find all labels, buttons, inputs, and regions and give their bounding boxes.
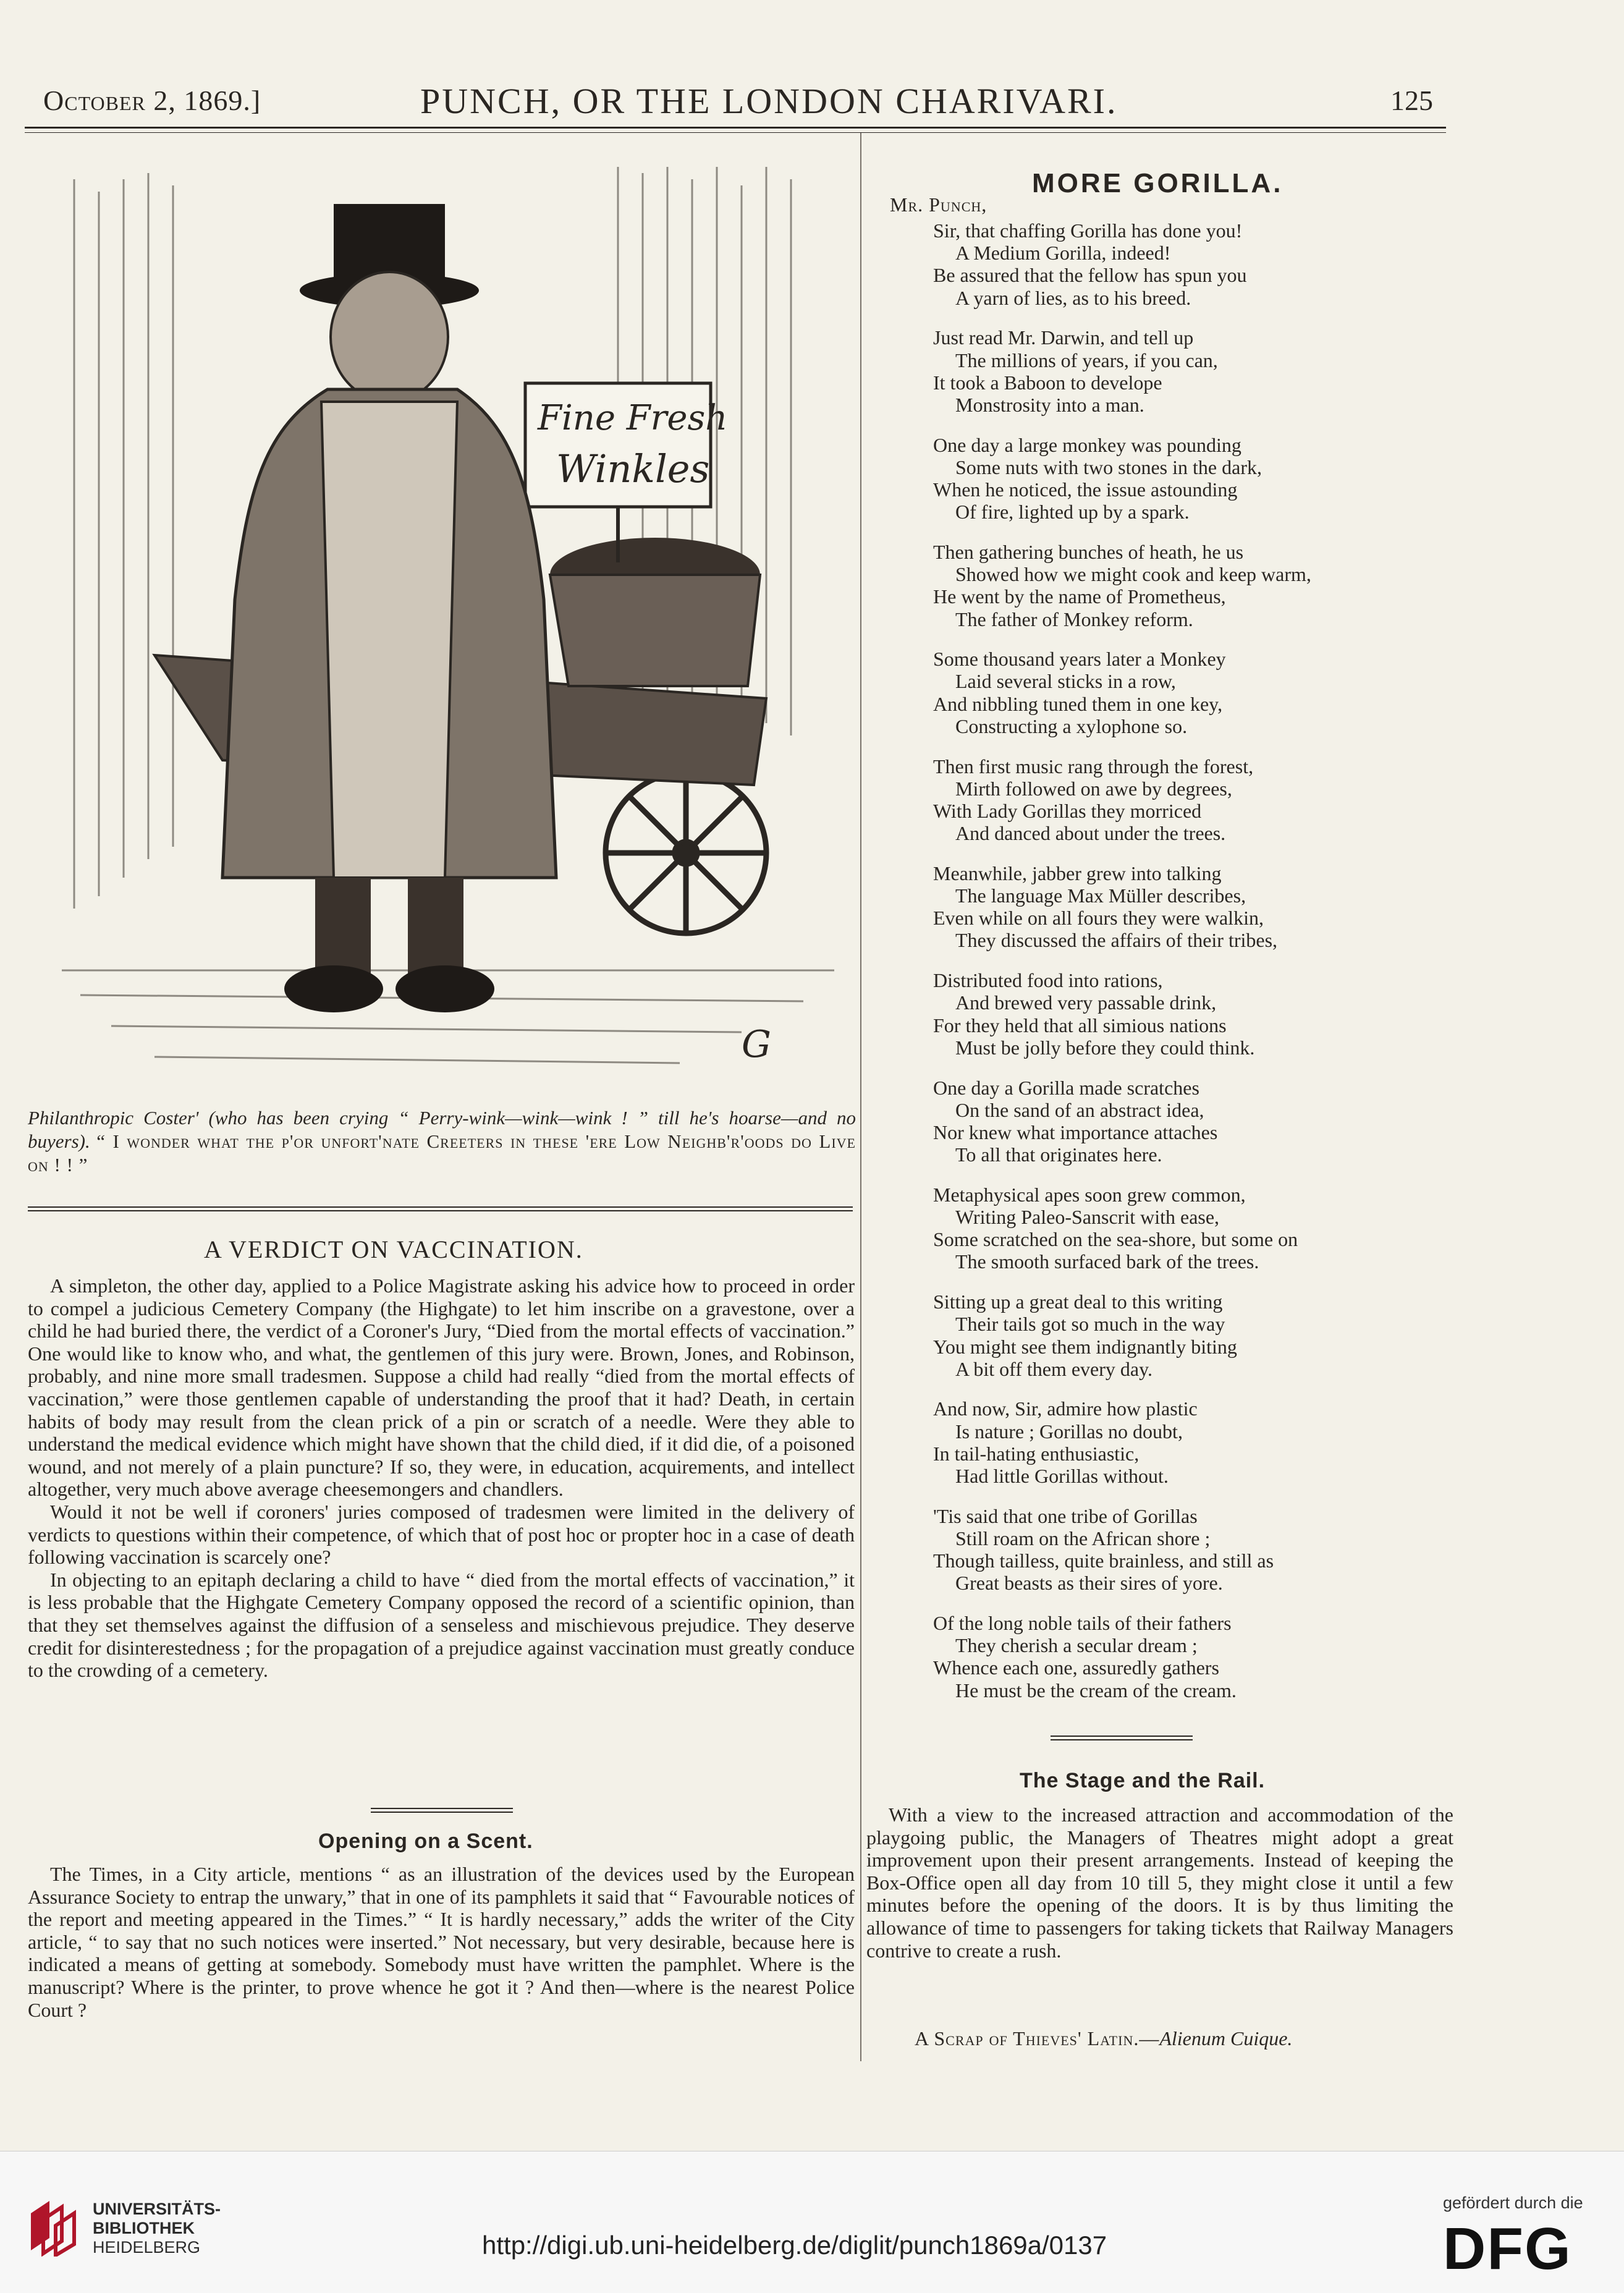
poem-line: Monstrosity into a man. bbox=[955, 393, 1144, 416]
artist-monogram: G bbox=[742, 1023, 771, 1066]
poem-line: And brewed very passable drink, bbox=[955, 991, 1217, 1014]
verdict-paragraph: A simpleton, the other day, applied to a Police Magistrate asking his advice how to proceed in order to compel a judicious Cemetery Company (the Highgate) to let him inscribe on a gravestone, over a child he had buried there, the verdict of a Coroner's Jury, “Died from the mortal effects of vaccination.” One would like to know who, and what, the gentlemen of this jury were. Brown, Jones, and Robinson, probably, and nine more small tradesmen. Suppose a child had really “died from the mortal effects of vaccination,” were those gentlemen capable of understanding the proof that it had? Death, in certain habits of body may result from the clean prick of a pin or scratch of a needle. Were they able to understand the medical evidence which might have shown that the child died, if it did die, of a poisoned wound, and not merely of a plain puncture? If so, they were, in education, acquirements, and intellect altogether, very much above average cheesemongers and chandlers. bbox=[28, 1274, 855, 1501]
poem-line: Even while on all fours they were walkin, bbox=[933, 907, 1264, 930]
poem-stanza bbox=[933, 434, 1440, 523]
poem-line: Nor knew what importance attaches bbox=[933, 1121, 1218, 1143]
section-rule bbox=[1051, 1736, 1193, 1737]
poem-line: For they held that all simious nations bbox=[933, 1014, 1227, 1036]
poem-stanza bbox=[933, 755, 1440, 845]
gorilla-salutation: Mr. Punch, bbox=[890, 193, 988, 216]
poem-line: Writing Paleo-Sanscrit with ease, bbox=[955, 1206, 1220, 1229]
poem-line: The smooth surfaced bark of the trees. bbox=[955, 1250, 1259, 1273]
coster-illustration bbox=[62, 167, 834, 1094]
stage-heading: The Stage and the Rail. bbox=[1020, 1769, 1266, 1792]
university-library-name bbox=[93, 2200, 221, 2257]
verdict-heading: A VERDICT ON VACCINATION. bbox=[204, 1236, 583, 1263]
poem-line: On the sand of an abstract idea, bbox=[955, 1098, 1204, 1121]
viewer-footer bbox=[0, 2151, 1624, 2293]
poem-line: He must be the cream of the cream. bbox=[955, 1679, 1237, 1702]
gorilla-poem bbox=[933, 219, 1440, 1719]
permalink-url[interactable]: http://digi.ub.uni-heidelberg.de/diglit/punch1869a/0137 bbox=[482, 2231, 1107, 2260]
scent-heading: Opening on a Scent. bbox=[318, 1829, 533, 1853]
poem-line: Metaphysical apes soon grew common, bbox=[933, 1183, 1246, 1206]
section-rule bbox=[28, 1206, 853, 1208]
poem-line: When he noticed, the issue astounding bbox=[933, 478, 1238, 501]
poem-line: Is nature ; Gorillas no doubt, bbox=[955, 1420, 1183, 1443]
poem-line: Be assured that the fellow has spun you bbox=[933, 264, 1247, 287]
poem-line: The millions of years, if you can, bbox=[955, 349, 1218, 371]
page-header bbox=[25, 80, 1446, 124]
uni-line3: HEIDELBERG bbox=[93, 2238, 201, 2257]
poem-stanza bbox=[933, 1077, 1440, 1166]
poem-line: Had little Gorillas without. bbox=[955, 1465, 1169, 1488]
verdict-article bbox=[28, 1274, 855, 1682]
poem-line: Laid several sticks in a row, bbox=[955, 670, 1176, 693]
section-rule-thin bbox=[28, 1210, 853, 1211]
poem-line: A yarn of lies, as to his breed. bbox=[955, 286, 1191, 309]
poem-line: Still roam on the African shore ; bbox=[955, 1527, 1211, 1549]
masthead-title: PUNCH, OR THE LONDON CHARIVARI. bbox=[420, 81, 1118, 121]
poem-line: Must be jolly before they could think. bbox=[955, 1036, 1255, 1059]
poem-stanza bbox=[933, 1505, 1440, 1595]
poem-line: Distributed food into rations, bbox=[933, 969, 1163, 992]
poem-line: Then gathering bunches of heath, he us bbox=[933, 540, 1244, 563]
poem-stanza bbox=[933, 648, 1440, 737]
scrap-text: Alienum Cuique. bbox=[1159, 2027, 1293, 2049]
stage-paragraph: With a view to the increased attraction and accommodation of the playgoing public, the Managers of Theatres might adopt a great improvement upon their present arrangements. Instead of keeping the Box-Office open all day from 10 till 5, they might close it until a few minutes before the opening of the doors. It is by thus limiting the allowance of time to passengers for taking tickets that Railway Managers contrive to create a rush. bbox=[866, 1803, 1453, 1962]
poem-line: Of fire, lighted up by a spark. bbox=[955, 501, 1190, 523]
uni-line2: BIBLIOTHEK bbox=[93, 2219, 195, 2237]
poem-line: You might see them indignantly biting bbox=[933, 1335, 1237, 1358]
poem-line: It took a Baboon to develope bbox=[933, 371, 1162, 394]
poem-line: One day a Gorilla made scratches bbox=[933, 1076, 1199, 1099]
column-divider bbox=[860, 133, 861, 2061]
poem-line: And nibbling tuned them in one key, bbox=[933, 692, 1223, 715]
illustration-caption bbox=[28, 1106, 856, 1177]
header-rule bbox=[25, 127, 1446, 129]
poem-line: Just read Mr. Darwin, and tell up bbox=[933, 326, 1194, 349]
poem-line: Sir, that chaffing Gorilla has done you! bbox=[933, 219, 1243, 242]
poem-line: Showed how we might cook and keep warm, bbox=[955, 563, 1311, 586]
poem-line: With Lady Gorillas they morriced bbox=[933, 799, 1202, 822]
poem-line: Whence each one, assuredly gathers bbox=[933, 1656, 1219, 1679]
poem-line: One day a large monkey was pounding bbox=[933, 433, 1241, 456]
poem-line: Their tails got so much in the way bbox=[955, 1313, 1225, 1336]
poem-line: The father of Monkey reform. bbox=[955, 608, 1193, 630]
section-rule-thin bbox=[371, 1812, 513, 1813]
poem-stanza bbox=[933, 1184, 1440, 1273]
poem-line: They discussed the affairs of their tribes, bbox=[955, 929, 1278, 952]
caption-italic: Philanthropic Coster' (who has been crying “ Perry-wink—wink—wink ! ” till he's hoarse—and no buyers). bbox=[28, 1107, 856, 1152]
poem-stanza bbox=[933, 1612, 1440, 1702]
poem-stanza bbox=[933, 862, 1440, 952]
funding-caption: gefördert durch die bbox=[1443, 2193, 1583, 2212]
verdict-paragraph: Would it not be well if coroners' juries composed of tradesmen were limited in the delivery of verdicts to questions within their competence, of which that of post hoc or propter hoc in a case of death following vaccination is scarcely one? bbox=[28, 1500, 855, 1569]
sign-line2: Winkles bbox=[556, 446, 710, 491]
poem-line: Some thousand years later a Monkey bbox=[933, 648, 1226, 671]
issue-date: October 2, 1869.] bbox=[43, 85, 261, 116]
poem-line: Sitting up a great deal to this writing bbox=[933, 1291, 1223, 1313]
section-rule-thin bbox=[1051, 1739, 1193, 1740]
poem-line: A Medium Gorilla, indeed! bbox=[955, 242, 1171, 265]
verdict-paragraph: In objecting to an epitaph declaring a child to have “ died from the mortal effects of vaccination,” it is less probable that the Highgate Cemetery Company opposed the record of a scientific opinion, than that they set themselves against the diffusion of a senseless and mischievous prejudice. They deserve credit for disinterestedness ; for the propagation of a prejudice against vaccination must greatly conduce to the crowding of a cemetery. bbox=[28, 1568, 855, 1682]
uni-line1: UNIVERSITÄTS- bbox=[93, 2200, 221, 2218]
header-rule-thin bbox=[25, 132, 1446, 133]
poem-line: And danced about under the trees. bbox=[955, 822, 1226, 845]
scent-article bbox=[28, 1863, 855, 2021]
poem-line: A bit off them every day. bbox=[955, 1357, 1153, 1380]
poem-line: Though tailless, quite brainless, and still as bbox=[933, 1549, 1274, 1572]
university-library-logo-icon bbox=[25, 2195, 80, 2257]
poem-line: In tail-hating enthusiastic, bbox=[933, 1442, 1140, 1465]
scent-paragraph: The Times, in a City article, mentions “ as an illustration of the devices used by the European Assurance Society to entrap the unwary,” that in one of its pamphlets it said that “ Favourable notices of the report and meeting appeared in the Times.” “ It is hardly necessary,” adds the writer of the City article, “ to say that no such notices were inserted.” Not necessary, but very desirable, because here is indicated a means of getting at somebody. Somebody must have written the pamphlet. Where is the manuscript? Where is the printer, to prove whence he got it ? And then—where is the nearest Police Court ? bbox=[28, 1863, 855, 2021]
poem-line: Constructing a xylophone so. bbox=[955, 714, 1188, 737]
poem-line: Some scratched on the sea-shore, but some on bbox=[933, 1228, 1298, 1251]
scrap-line bbox=[915, 2027, 1292, 2050]
poem-line: He went by the name of Prometheus, bbox=[933, 585, 1226, 608]
gorilla-heading: MORE GORILLA. bbox=[1032, 168, 1284, 198]
poem-stanza bbox=[933, 219, 1440, 309]
poem-line: The language Max Müller describes, bbox=[955, 884, 1246, 907]
stage-article bbox=[866, 1803, 1453, 1962]
page-number: 125 bbox=[1390, 85, 1433, 116]
caption-smallcaps: “ I wonder what the p'or unfort'nate Creeters in these 'ere Low Neighb'r'oods do Live on ! ! ” bbox=[28, 1130, 856, 1176]
sign-line1: Fine Fresh bbox=[538, 398, 728, 438]
dfg-logo: DFG bbox=[1443, 2216, 1572, 2282]
poem-line: They cherish a secular dream ; bbox=[955, 1634, 1198, 1657]
poem-stanza bbox=[933, 1291, 1440, 1380]
poem-line: Great beasts as their sires of yore. bbox=[955, 1572, 1223, 1595]
poem-line: Meanwhile, jabber grew into talking bbox=[933, 862, 1222, 884]
barrow-wheel bbox=[606, 773, 766, 933]
poem-stanza bbox=[933, 1397, 1440, 1487]
poem-stanza bbox=[933, 326, 1440, 416]
poem-line: To all that originates here. bbox=[955, 1143, 1162, 1166]
poem-line: Of the long noble tails of their fathers bbox=[933, 1612, 1232, 1635]
poem-line: And now, Sir, admire how plastic bbox=[933, 1397, 1198, 1420]
section-rule bbox=[371, 1808, 513, 1809]
poem-stanza bbox=[933, 969, 1440, 1059]
poem-line: Then first music rang through the forest, bbox=[933, 755, 1254, 778]
poem-stanza bbox=[933, 541, 1440, 630]
poem-line: Some nuts with two stones in the dark, bbox=[955, 456, 1262, 478]
poem-line: 'Tis said that one tribe of Gorillas bbox=[933, 1504, 1198, 1527]
poem-line: Mirth followed on awe by degrees, bbox=[955, 777, 1232, 800]
scrap-label: A Scrap of Thieves' Latin.— bbox=[915, 2027, 1160, 2049]
